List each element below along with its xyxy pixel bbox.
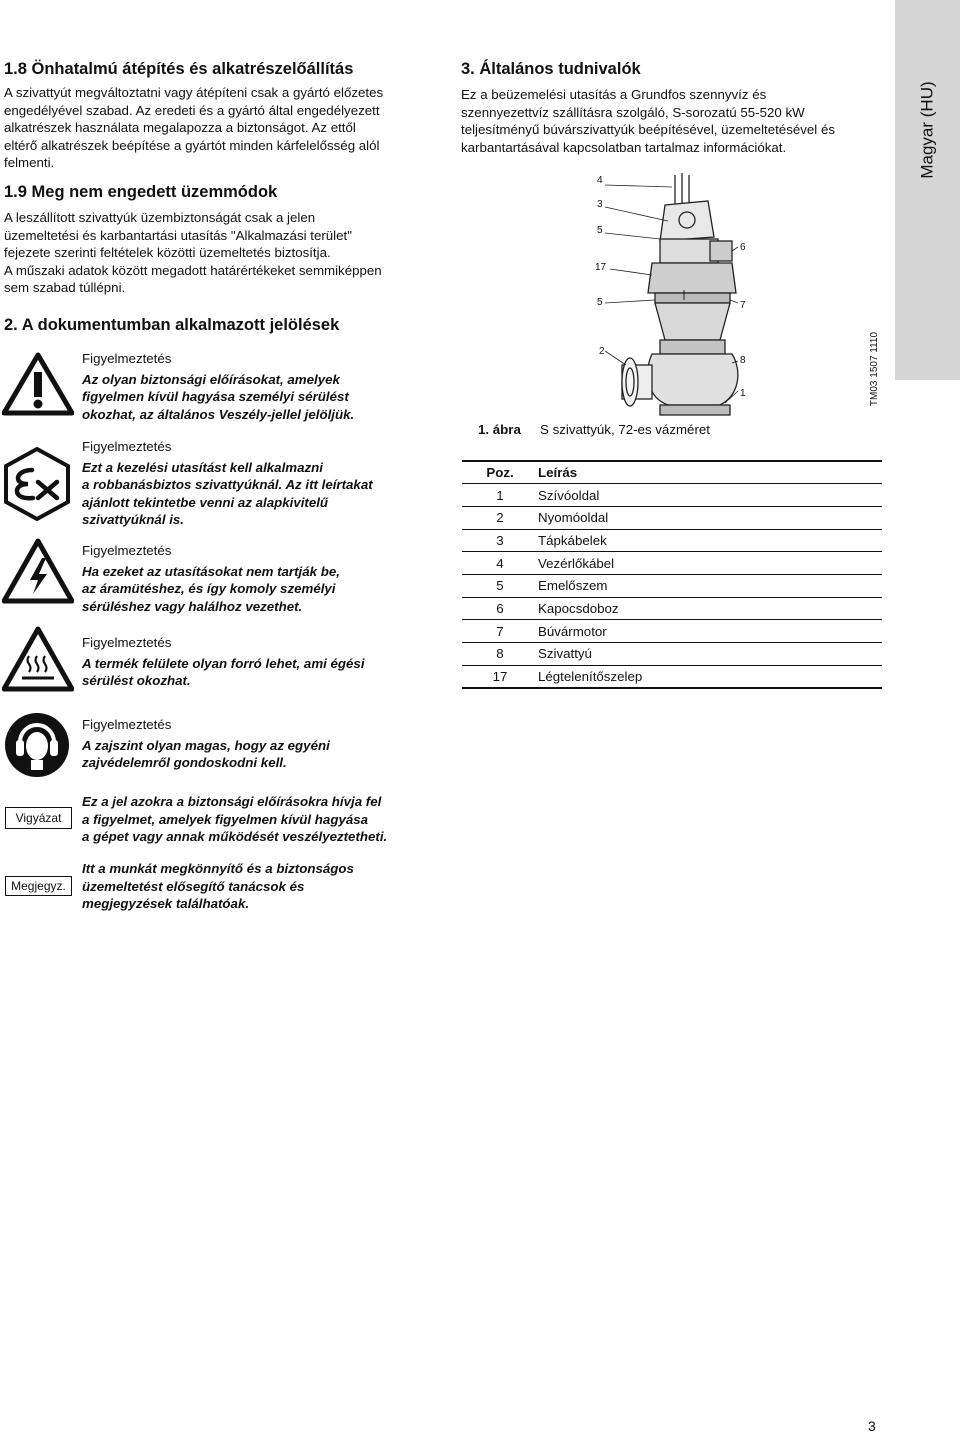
section-1-8-line: felmenti. <box>4 155 55 171</box>
warning-body <box>82 737 422 772</box>
parts-table <box>462 460 882 689</box>
table-cell: 7 <box>462 620 538 643</box>
table-cell: Búvármotor <box>538 620 882 643</box>
section-3-line: teljesítményű búvárszivattyúk beépítésével, üzemeltetésével és <box>461 122 835 138</box>
megjegyz-body <box>82 860 422 913</box>
language-tab-label: Magyar (HU) <box>917 81 937 179</box>
megjegyz-line: üzemeltetést elősegítő tanácsok és <box>82 878 305 894</box>
figure-callout: 5 <box>597 297 603 308</box>
section-3-line: Ez a beüzemelési utasítás a Grundfos szennyvíz és <box>461 87 767 102</box>
table-cell: Légtelenítőszelep <box>538 665 882 688</box>
warning-body <box>82 563 422 616</box>
page-number: 3 <box>868 1418 876 1434</box>
table-cell: Nyomóoldal <box>538 506 882 529</box>
warning-line: A zajszint olyan magas, hogy az egyéni <box>82 737 330 753</box>
hearing-protection-icon <box>4 712 70 778</box>
table-cell: Szivattyú <box>538 643 882 666</box>
table-header-cell: Poz. <box>462 461 538 484</box>
warning-head: Figyelmeztetés <box>82 635 172 650</box>
figure-callout: 1 <box>740 388 746 399</box>
section-1-8-body <box>4 84 424 172</box>
table-cell: 4 <box>462 552 538 575</box>
warning-line: Az olyan biztonsági előírásokat, amelyek <box>82 371 340 387</box>
table-cell: 8 <box>462 643 538 666</box>
figure-caption-text: S szivattyúk, 72-es vázméret <box>540 422 710 437</box>
warning-noise <box>82 716 422 772</box>
section-1-8-line: eltérő alkatrészek beépítése a gyártót minden kárfelelősség alól <box>4 137 380 153</box>
vigyazat-line: a gépet vagy annak működését veszélyeztetheti. <box>82 829 388 844</box>
section-1-9-body <box>4 209 424 297</box>
megjegyz-label: Megjegyz. <box>11 879 66 893</box>
table-cell: 2 <box>462 506 538 529</box>
table-row <box>462 506 882 529</box>
figure-callout: 4 <box>597 175 603 186</box>
figure-callout: 2 <box>599 346 605 357</box>
warning-line: az áramütéshez, és így komoly személyi <box>82 581 336 596</box>
section-1-8-line: A szivattyút megváltoztatni vagy átépíteni csak a gyártó előzetes <box>4 85 384 100</box>
table-row <box>462 552 882 575</box>
section-1-9-line: A műszaki adatok között megadott határértékeket semmiképpen <box>4 262 382 278</box>
table-row <box>462 529 882 552</box>
warning-head: Figyelmeztetés <box>82 717 172 732</box>
vigyazat-label-box <box>5 807 72 829</box>
megjegyz-note <box>82 860 422 913</box>
table-cell: Szívóoldal <box>538 484 882 507</box>
section-2-heading: 2. A dokumentumban alkalmazott jelölések <box>4 316 340 334</box>
table-cell: Vezérlőkábel <box>538 552 882 575</box>
figure-caption-number: 1. ábra <box>478 422 521 437</box>
warning-head: Figyelmeztetés <box>82 543 172 558</box>
table-cell: Emelőszem <box>538 574 882 597</box>
section-3-line: szennyezettvíz szállításra szolgáló, S-sorozatú 55-520 kW <box>461 104 805 120</box>
warning-line: szivattyúknál is. <box>82 512 184 527</box>
figure-callout: 8 <box>740 355 746 366</box>
section-3-line: karbantartásával kapcsolatban tartalmaz információkat. <box>461 139 787 155</box>
table-row <box>462 574 882 597</box>
table-row <box>462 665 882 688</box>
table-row <box>462 597 882 620</box>
warning-line: Ezt a kezelési utasítást kell alkalmazni <box>82 459 323 475</box>
vigyazat-note <box>82 793 422 846</box>
megjegyz-line: Itt a munkát megkönnyítő és a biztonságos <box>82 861 354 876</box>
warning-hot <box>82 634 422 690</box>
table-header-row <box>462 461 882 484</box>
vigyazat-line: Ez a jel azokra a biztonsági előírásokra hívja fel <box>82 794 382 809</box>
figure-callout: 6 <box>740 242 746 253</box>
table-cell: 3 <box>462 529 538 552</box>
warning-head: Figyelmeztetés <box>82 351 172 366</box>
section-1-9-line: sem szabad túllépni. <box>4 280 126 296</box>
warning-ex <box>82 438 422 529</box>
section-1-8-line: engedélyével szabad. Az eredeti és a gyártó által engedélyezett <box>4 102 380 118</box>
section-1-8-line: alkatrészek használata megalapozza a biztonságot. Az ettől <box>4 120 356 136</box>
table-cell: Kapocsdoboz <box>538 597 882 620</box>
ex-explosion-proof-icon <box>2 446 72 522</box>
table-cell: 6 <box>462 597 538 620</box>
vigyazat-body <box>82 793 422 846</box>
table-row <box>462 484 882 507</box>
figure-callout: 17 <box>595 262 607 273</box>
warning-line: sérüléshez vagy halálhoz vezethet. <box>82 598 303 614</box>
figure-callout: 5 <box>597 225 603 236</box>
table-row <box>462 620 882 643</box>
warning-line: ajánlott tekintetbe venni az alapkivitelű <box>82 494 329 510</box>
warning-line: Ha ezeket az utasításokat nem tartják be, <box>82 563 340 579</box>
section-1-8-heading: 1.8 Önhatalmú átépítés és alkatrészelőállítás <box>4 60 354 78</box>
warning-general <box>82 350 422 423</box>
warning-electric <box>82 542 422 615</box>
warning-head: Figyelmeztetés <box>82 439 172 454</box>
table-cell: Tápkábelek <box>538 529 882 552</box>
table-row <box>462 643 882 666</box>
figure-code: TM03 1507 1110 <box>869 331 880 407</box>
hot-surface-icon <box>2 626 74 692</box>
warning-body <box>82 459 422 529</box>
warning-line: A termék felülete olyan forró lehet, ami égési <box>82 655 365 671</box>
electric-shock-icon <box>2 538 74 604</box>
figure-callout: 3 <box>597 199 603 210</box>
language-tab-label-wrap <box>895 0 960 380</box>
vigyazat-line: a figyelmet, amelyek figyelmen kívül hagyása <box>82 811 369 827</box>
section-1-9-line: fejezete szerinti feltételek közötti üzemeltetés biztosítja. <box>4 245 331 261</box>
table-header-cell: Leírás <box>538 461 882 484</box>
section-1-9-line: üzemeltetési és karbantartási utasítás "Alkalmazási terület" <box>4 227 352 243</box>
general-danger-icon <box>2 352 74 416</box>
vigyazat-label: Vigyázat <box>15 811 62 825</box>
warning-line: a robbanásbiztos szivattyúknál. Az itt leírtakat <box>82 477 373 492</box>
warning-line: figyelmen kívül hagyása személyi sérülést <box>82 389 349 404</box>
warning-line: sérülést okozhat. <box>82 673 191 688</box>
section-1-9-heading: 1.9 Meg nem engedett üzemmódok <box>4 183 278 201</box>
table-cell: 5 <box>462 574 538 597</box>
section-1-9-line: A leszállított szivattyúk üzembiztonságát csak a jelen <box>4 210 316 225</box>
table-cell: 17 <box>462 665 538 688</box>
section-3-body <box>461 86 891 156</box>
warning-body <box>82 371 422 424</box>
table-cell: 1 <box>462 484 538 507</box>
warning-line: okozhat, az általános Veszély-jellel jelöljük. <box>82 406 355 422</box>
megjegyz-label-box <box>5 876 72 896</box>
figure-callout: 7 <box>740 300 746 311</box>
megjegyz-line: megjegyzések találhatóak. <box>82 896 250 911</box>
section-3-heading: 3. Általános tudnivalók <box>461 60 641 78</box>
pump-drawing <box>560 165 800 425</box>
warning-line: zajvédelemről gondoskodni kell. <box>82 755 287 770</box>
warning-body <box>82 655 422 690</box>
